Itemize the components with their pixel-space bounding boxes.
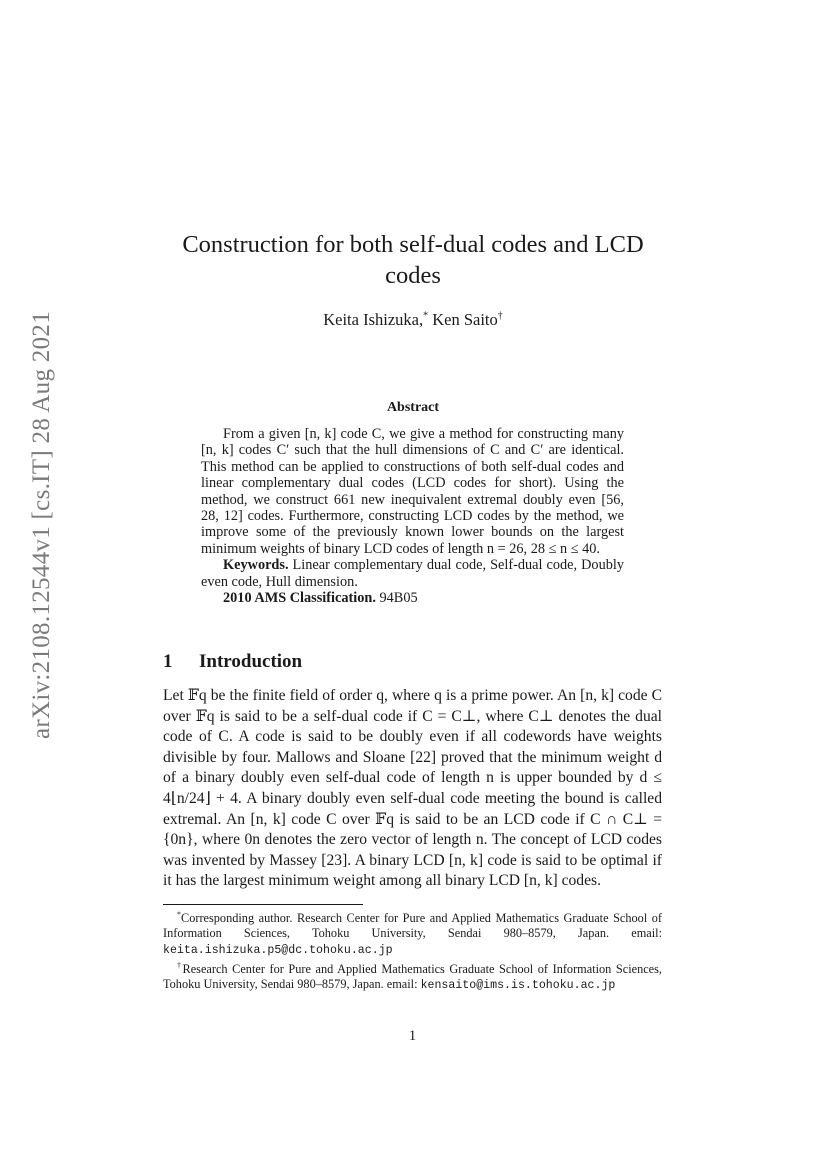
author-list (163, 310, 663, 330)
footnote-2-mark: † (177, 960, 183, 970)
page-number: 1 (408, 1028, 417, 1044)
author-ishizuka: Keita Ishizuka, (323, 310, 424, 329)
footnote-divider (163, 904, 363, 905)
section-heading-introduction (163, 651, 302, 673)
keywords-line (201, 557, 624, 590)
arxiv-identifier-text: arXiv:2108.12544v1 [cs.IT] 28 Aug 2021 (28, 310, 55, 740)
introduction-paragraph: Let 𝔽q be the finite field of order q, where q is a prime power. An [n, k] code C over 𝔽q is said to be a self-dual code if C = C⊥, where C⊥ denotes the dual code of C. A code is said to be doubly even if all codewords have weights divisible by four. Mallows and Sloane [22] proved that the minimum weight d of a binary doubly even self-dual code of length n is upper bounded by d ≤ 4⌊n/24⌋ + 4. A binary doubly even self-dual code meeting the bound is called extremal. An [n, k] code C over 𝔽q is said to be an LCD code if C ∩ C⊥ = {0n}, where 0n denotes the zero vector of length n. The concept of LCD codes was invented by Massey [23]. A binary LCD [n, k] code is said to be optimal if it has the largest minimum weight among all binary LCD [n, k] codes. (163, 687, 662, 890)
footnote-second-author (163, 958, 662, 994)
paper-title: Construction for both self-dual codes and LCD codes (182, 231, 644, 289)
author-saito-footnote-mark[interactable]: † (497, 310, 503, 322)
footnote-1-text: Corresponding author. Research Center for Pure and Applied Mathematics Graduate School of Information Sciences, Tohoku University, Sendai 980–8579, Japan. email: (163, 911, 662, 941)
footnote-1-mark: * (177, 910, 181, 919)
arxiv-identifier (20, 310, 64, 740)
ams-classification-code: 94B05 (375, 590, 418, 607)
abstract (201, 426, 624, 606)
keywords-text: Linear complementary dual code, Self-dual code, Doubly even code, Hull dimension. (201, 557, 624, 590)
footnotes (163, 907, 662, 993)
footnote-corresponding-author (163, 907, 662, 958)
keywords-label: Keywords. (223, 557, 289, 574)
author-ishizuka-footnote-mark[interactable]: * (423, 310, 429, 322)
author-saito: Ken Saito (428, 310, 498, 329)
ams-classification-label: 2010 AMS Classification. (223, 590, 376, 607)
email-link-saito[interactable]: kensaito@ims.is.tohoku.ac.jp (420, 979, 616, 992)
section-title: Introduction (199, 651, 303, 672)
section-number: 1 (163, 651, 173, 672)
footnote-2-text: Research Center for Pure and Applied Mathematics Graduate School of Information Sciences, Tohoku University, Sendai 980–8579, Japan. email: (163, 961, 662, 991)
abstract-heading: Abstract (386, 400, 440, 415)
abstract-body: From a given [n, k] code C, we give a method for constructing many [n, k] codes C′ such that the hull dimensions of C and C′ are identical. This method can be applied to constructions of both self-dual codes and linear complementary dual codes (LCD codes for short). Using the method, we construct 661 new inequivalent extremal doubly even [56, 28, 12] codes. Furthermore, constructing LCD codes by the method, we improve some of the previously known lower bounds on the largest minimum weights of binary LCD codes of length n = 26, 28 ≤ n ≤ 40. (201, 426, 624, 557)
ams-classification-line (201, 590, 624, 606)
email-link-ishizuka[interactable]: keita.ishizuka.p5@dc.tohoku.ac.jp (163, 943, 393, 957)
